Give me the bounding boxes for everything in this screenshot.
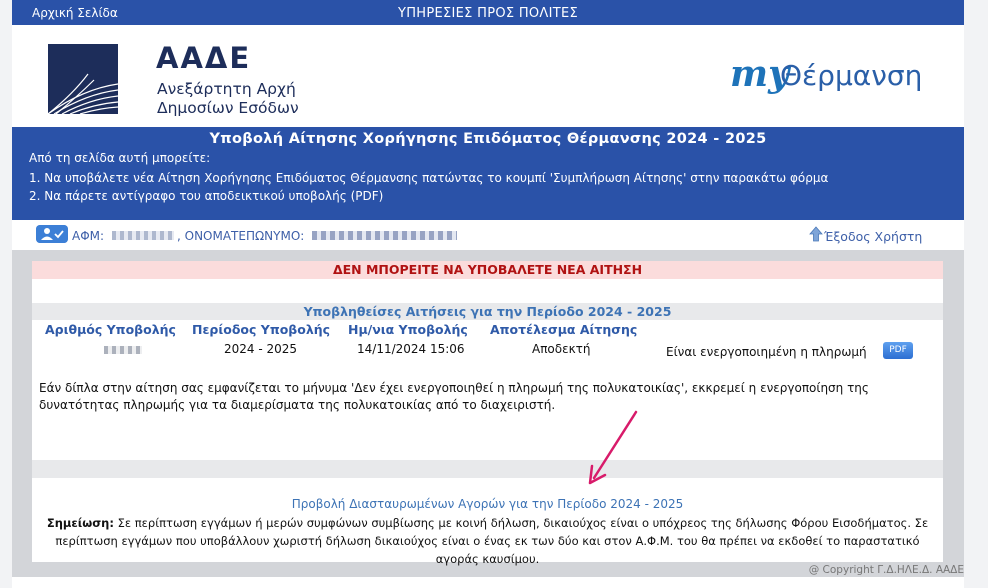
org-name: ΑΑΔΕ — [156, 41, 252, 75]
logo-thermansi: Θέρμανση — [780, 59, 923, 92]
remark — [42, 514, 933, 568]
alert-banner: ΔΕΝ ΜΠΟΡΕΙΤΕ ΝΑ ΥΠΟΒΑΛΕΤΕ ΝΕΑ ΑΙΤΗΣΗ — [32, 261, 943, 279]
col-result: Αποτέλεσμα Αίτησης — [490, 322, 638, 337]
copyright: @ Copyright Γ.Δ.ΗΛΕ.Δ. ΑΑΔΕ — [808, 564, 964, 576]
org-subtitle — [157, 80, 299, 118]
pdf-download-button[interactable]: PDF — [883, 342, 913, 359]
spacer — [32, 279, 943, 303]
arrow-up-icon — [809, 226, 823, 242]
name-value-redacted — [312, 231, 457, 240]
org-subtitle-line1: Ανεξάρτητη Αρχή — [157, 80, 296, 98]
submission-number-redacted — [104, 346, 142, 354]
services-title: ΥΠΗΡΕΣΙΕΣ ΠΡΟΣ ΠΟΛΙΤΕΣ — [397, 6, 579, 21]
aade-logo-icon — [48, 44, 118, 114]
view-purchases-link[interactable]: Προβολή Διασταυρωμένων Αγορών για την Περίοδο 2024 - 2025 — [291, 497, 684, 511]
name-label: , ΟΝΟΜΑΤΕΠΩΝΥΜΟ: — [177, 229, 305, 243]
cell-result: Αποδεκτή — [532, 342, 591, 356]
annotation-arrow-icon — [582, 408, 642, 488]
header — [12, 25, 964, 127]
purchases-section — [32, 478, 943, 566]
info-list — [29, 169, 828, 205]
info-item-1: 1. Να υποβάλετε νέα Αίτηση Χορήγησης Επιδόματος Θέρμανσης πατώντας το κουμπί 'Συμπλήρωση Αίτησης' στην παρακάτω φόρμα — [29, 171, 829, 185]
col-submission-date: Ημ/νια Υποβολής — [348, 322, 468, 337]
user-check-icon — [36, 225, 68, 243]
info-intro: Από τη σελίδα αυτή μπορείτε: — [29, 151, 211, 165]
remark-label: Σημείωση: — [46, 516, 114, 530]
afm-value-redacted — [112, 231, 174, 240]
home-link[interactable]: Αρχική Σελίδα — [32, 6, 118, 20]
submitted-heading: Υποβληθείσες Αιτήσεις για την Περίοδο 2024 - 2025 — [32, 303, 943, 320]
cell-period: 2024 - 2025 — [224, 342, 298, 356]
submissions-table — [32, 320, 943, 460]
page-title: Υποβολή Αίτησης Χορήγησης Επιδόματος Θέρμανσης 2024 - 2025 — [209, 131, 767, 147]
info-band — [12, 127, 964, 220]
org-subtitle-line2: Δημοσίων Εσόδων — [157, 99, 299, 117]
col-submission-period: Περίοδος Υποβολής — [192, 322, 331, 337]
col-submission-number: Αριθμός Υποβολής — [45, 322, 176, 337]
info-item-2: 2. Να πάρετε αντίγραφο του αποδεικτικού υποβολής (PDF) — [29, 189, 384, 203]
cell-payment-status: Είναι ενεργοποιημένη η πληρωμή — [666, 345, 867, 359]
payment-note: Εάν δίπλα στην αίτηση σας εμφανίζεται το μήνυμα 'Δεν έχει ενεργοποιηθεί η πληρωμή της πολυκατοικίας', εκκρεμεί η ενεργοποίηση της δυνατότητας πληρωμής για τα διαμερίσματα της πολυκατοικίας από το διαχειριστή. — [39, 381, 869, 412]
logo-my: my — [730, 53, 790, 95]
user-info-row — [12, 222, 964, 248]
separator — [32, 460, 943, 478]
content-area — [12, 250, 964, 577]
remark-text: Σε περίπτωση εγγάμων ή μερών συμφώνων συμβίωσης με κοινή δήλωση, δικαιούχος είναι ο υπόχρεος της δήλωσης Φόρου Εισοδήματος. Σε περίπτωση εγγάμων που υποβάλλουν χωριστή δήλωση δικαιούχος είναι ο ένας εκ των δύο και στον Α.Φ.Μ. του θα πρέπει να εκδοθεί το παραστατικό αγοράς καυσίμου. — [55, 516, 929, 566]
cell-date: 14/11/2024 15:06 — [357, 342, 465, 356]
logout-label: Έξοδος Χρήστη — [824, 229, 923, 244]
top-bar — [12, 0, 964, 25]
afm-label: ΑΦΜ: — [72, 229, 105, 243]
page — [12, 0, 964, 588]
